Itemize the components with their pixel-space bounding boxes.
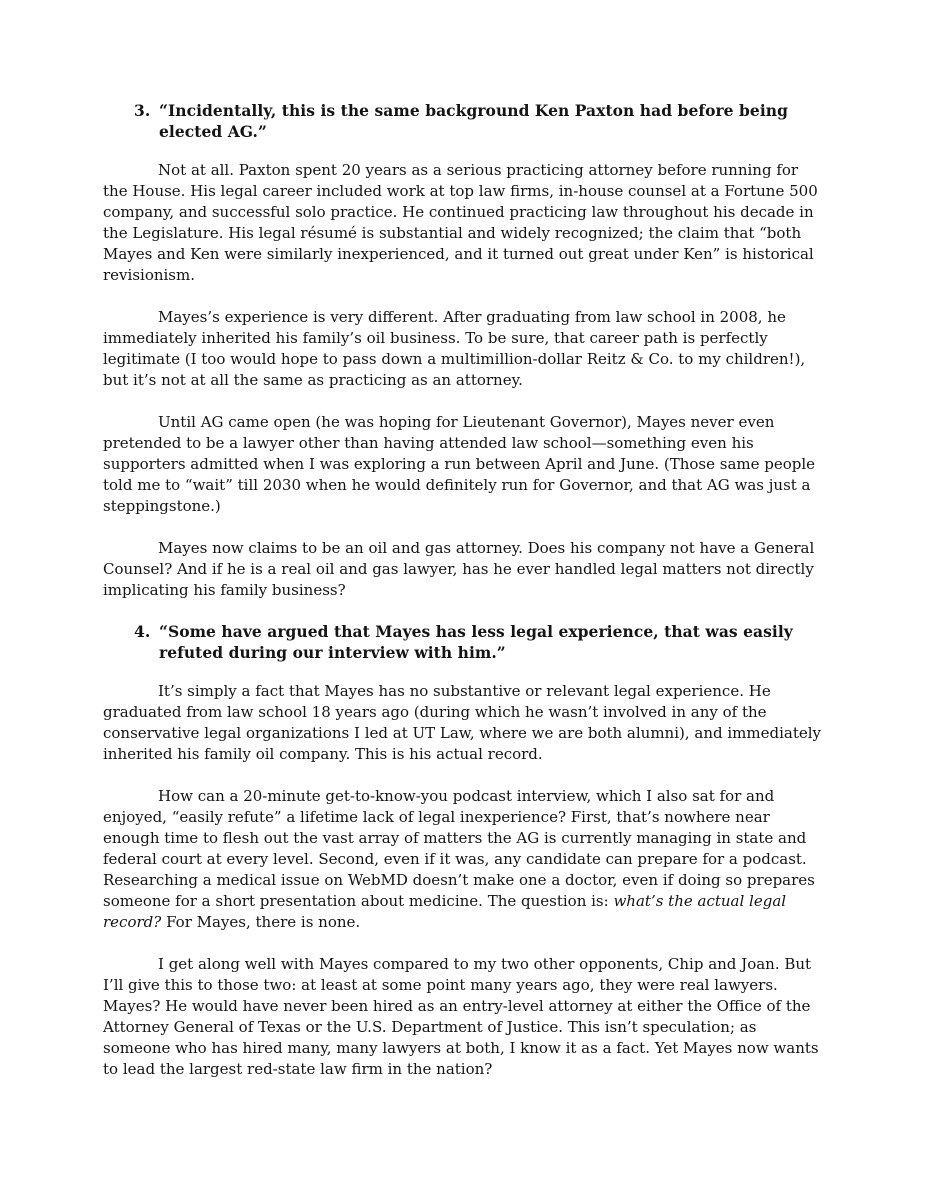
section-4-number: 4.: [134, 622, 151, 641]
section-4-heading: [103, 621, 823, 663]
section-4-paragraph-3: I get along well with Mayes compared to my two other opponents, Chip and Joan. But I’ll give this to those two: at least at some point many years ago, they were real lawyers. Mayes? He would have never been hired as an entry-level attorney at either the Office of the Attorney General of Texas or the U.S. Department of Justice. This isn’t speculation; as someone who has hired many, many lawyers at both, I know it as a fact. Yet Mayes now wants to lead the largest red-state law firm in the nation?: [103, 955, 819, 1078]
document-body: [103, 100, 823, 1080]
section-4-closing-text: For Mayes, there is none.: [166, 913, 361, 931]
section-4-italic-phrase: what’s the actual legal record?: [103, 892, 787, 931]
section-3-paragraph-4: Mayes now claims to be an oil and gas attorney. Does his company not have a General Counsel? And if he is a real oil and gas lawyer, has he ever handled legal matters not directly implicating his family business?: [103, 539, 815, 599]
section-3-paragraph-3: Until AG came open (he was hoping for Lieutenant Governor), Mayes never even pretended to be a lawyer other than having attended law school—something even his supporters admitted when I was exploring a run between April and June. (Those same people told me to “wait” till 2030 when he would definitely run for Governor, and that AG was just a steppingstone.): [103, 413, 816, 515]
section-4-paragraph-2-text: How can a 20-minute get-to-know-you podcast interview, which I also sat for and enjoyed, “easily refute” a lifetime lack of legal inexperience? First, that’s nowhere near enough time to flesh out the vast array of matters the AG is currently managing in state and federal court at every level. Second, even if it was, any candidate can prepare for a podcast. Researching a medical issue on WebMD doesn’t make one a doctor, even if doing so prepares someone for a short presentation about medicine. The question is:: [103, 787, 815, 910]
section-3-heading-text: “Incidentally, this is the same background Ken Paxton had before being elected AG.”: [159, 101, 788, 141]
section-4-paragraph-2: [103, 786, 823, 933]
section-3-heading: [103, 100, 823, 142]
section-4-paragraph-1: It’s simply a fact that Mayes has no substantive or relevant legal experience. He graduated from law school 18 years ago (during which he wasn’t involved in any of the conservative legal organizations I led at UT Law, where we are both alumni), and immediately inherited his family oil company. This is his actual record.: [103, 682, 822, 763]
section-4-heading-text: “Some have argued that Mayes has less legal experience, that was easily refuted during our interview with him.”: [159, 622, 793, 662]
section-3-number: 3.: [134, 101, 151, 120]
section-3-paragraph-1: Not at all. Paxton spent 20 years as a serious practicing attorney before running for the House. His legal career included work at top law firms, in-house counsel at a Fortune 500 company, and successful solo practice. He continued practicing law throughout his decade in the Legislature. His legal résumé is substantial and widely recognized; the claim that “both Mayes and Ken were similarly inexperienced, and it turned out great under Ken” is historical revisionism.: [103, 161, 818, 284]
section-3-paragraph-2: Mayes’s experience is very different. After graduating from law school in 2008, he immediately inherited his family’s oil business. To be sure, that career path is perfectly legitimate (I too would hope to pass down a multimillion-dollar Reitz & Co. to my children!), but it’s not at all the same as practicing as an attorney.: [103, 308, 806, 389]
